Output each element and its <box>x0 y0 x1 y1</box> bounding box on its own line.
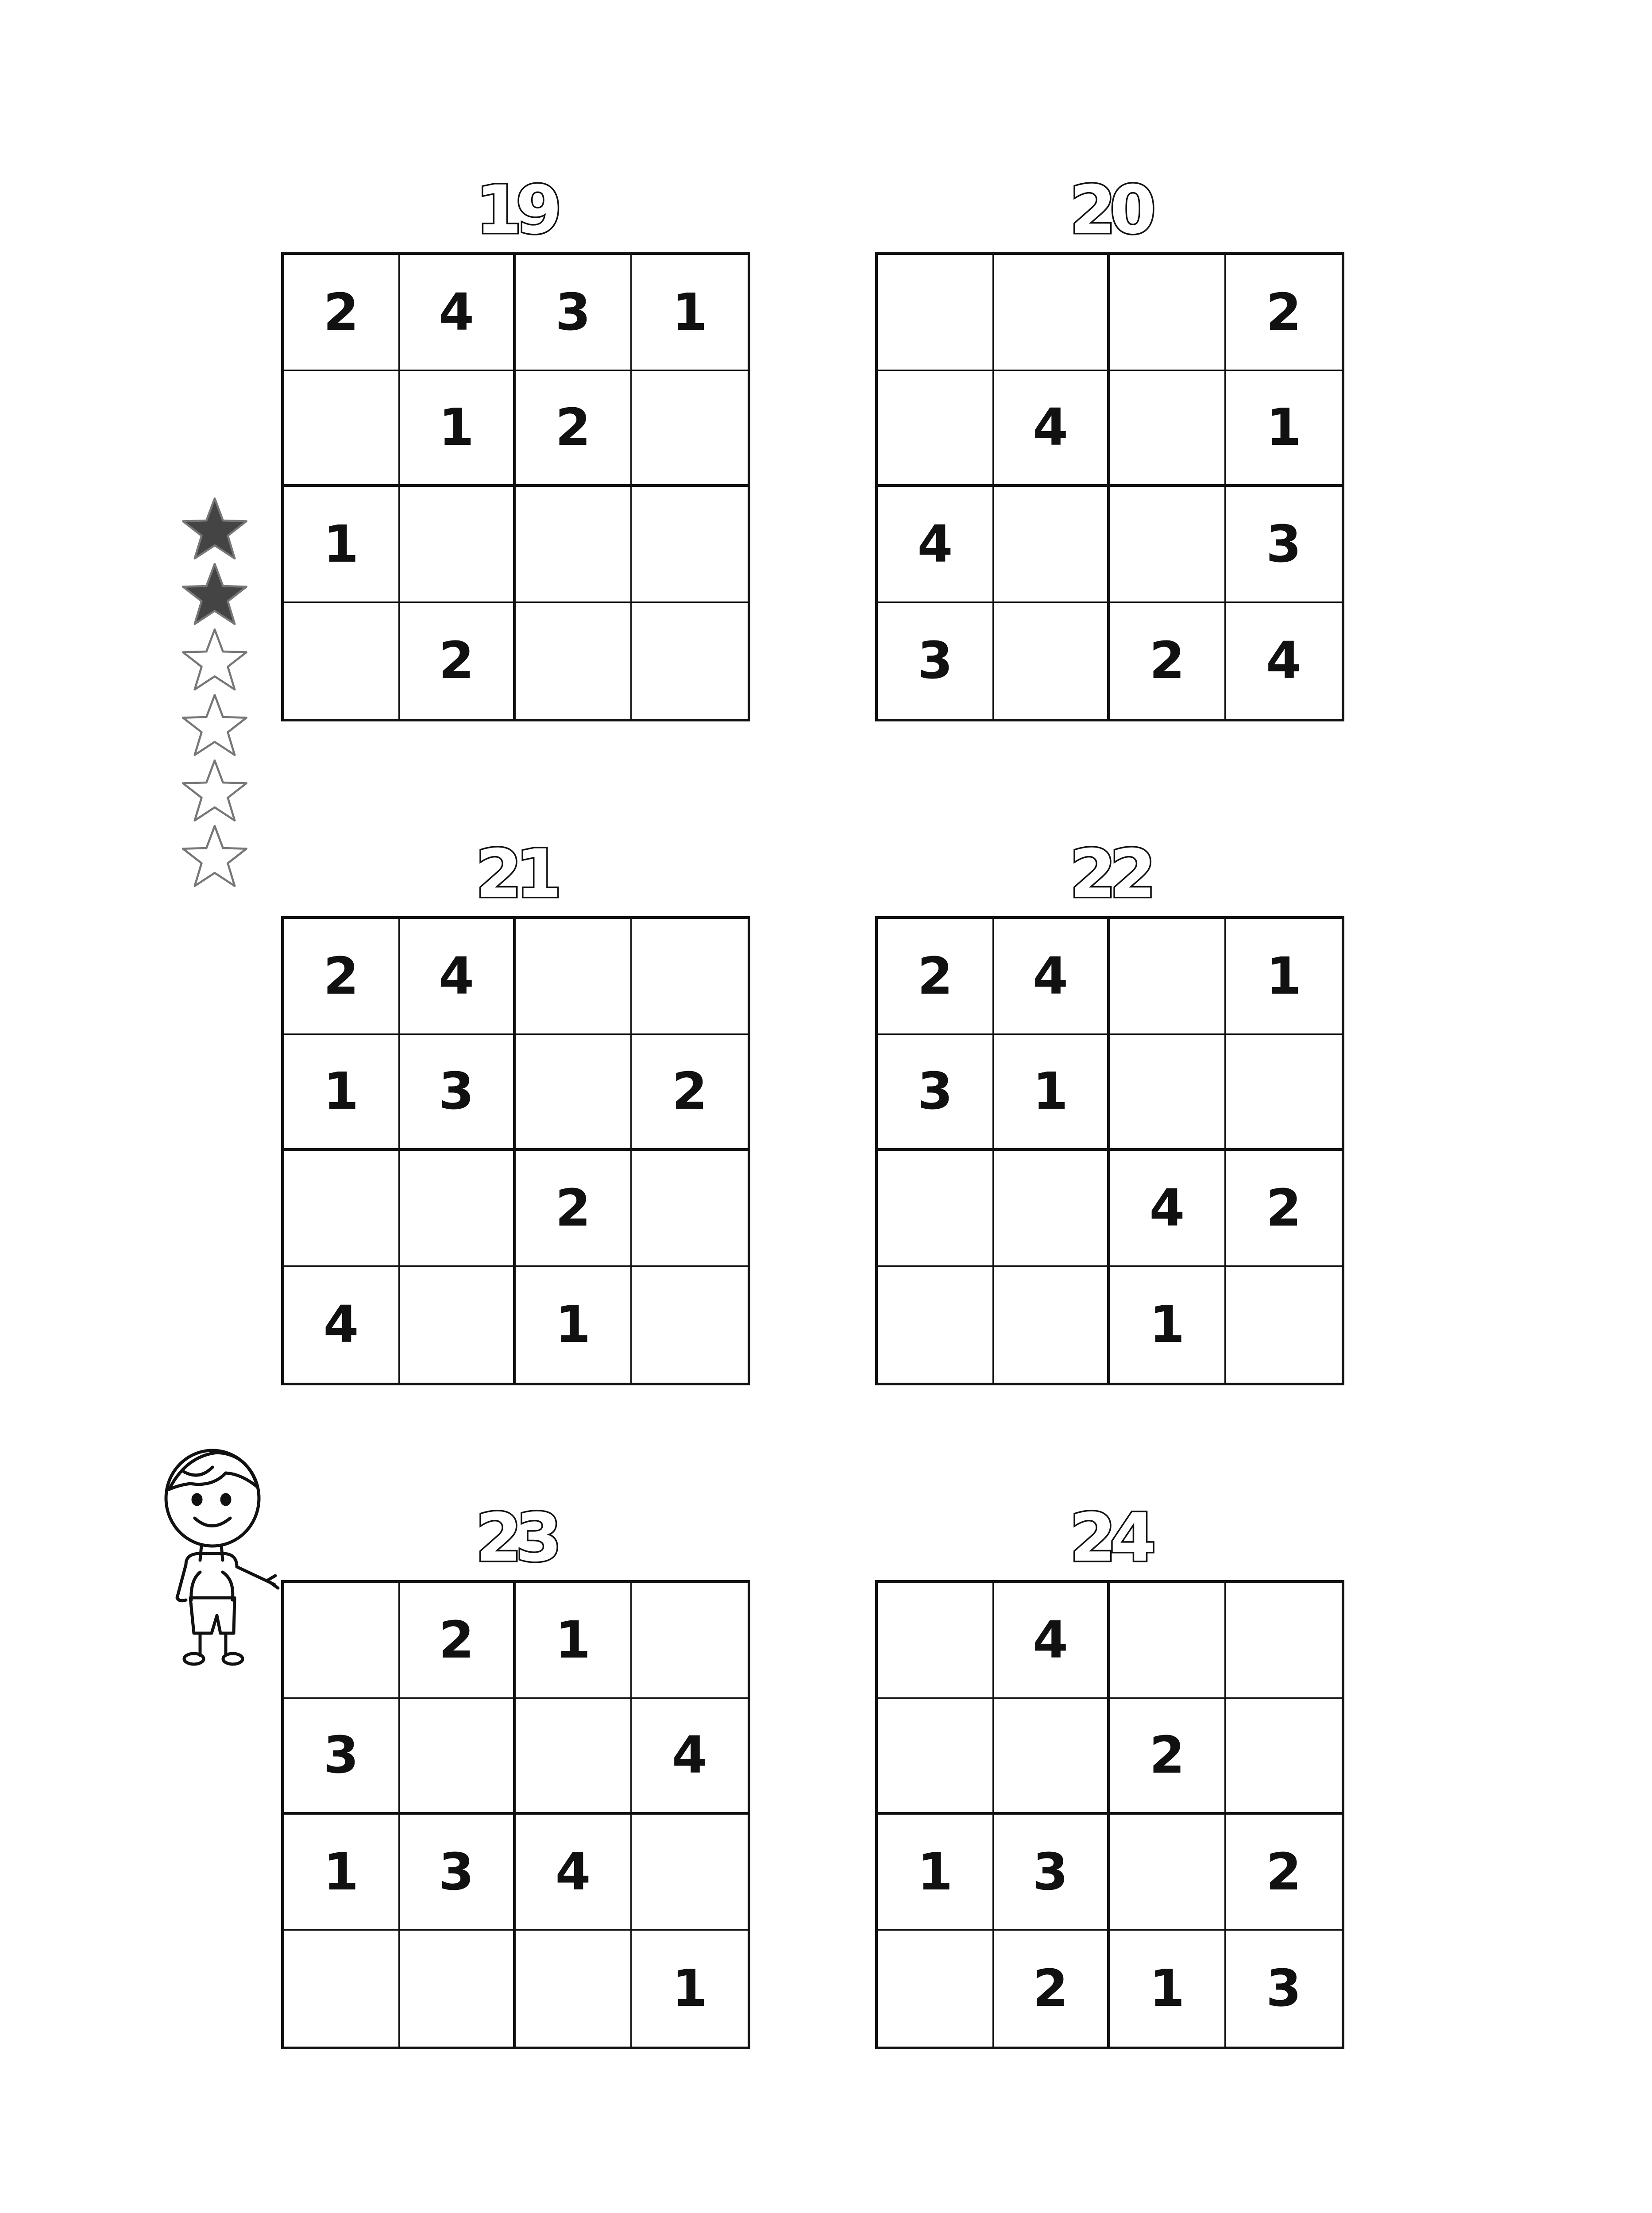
grid-cell[interactable]: 1 <box>516 1267 632 1383</box>
grid-cell[interactable]: 2 <box>284 255 400 371</box>
grid-cell[interactable] <box>632 1583 748 1699</box>
grid-cell[interactable]: 2 <box>1226 255 1342 371</box>
grid-cell[interactable] <box>878 1583 994 1699</box>
grid-cell[interactable]: 2 <box>400 603 516 719</box>
grid-cell[interactable] <box>1226 1583 1342 1699</box>
grid-cell[interactable]: 3 <box>994 1815 1110 1931</box>
grid-cell[interactable]: 4 <box>994 1583 1110 1699</box>
grid-cell[interactable]: 2 <box>632 1035 748 1151</box>
grid-cell[interactable] <box>284 603 400 719</box>
grid-cell[interactable] <box>516 603 632 719</box>
grid-cell[interactable] <box>1110 1035 1226 1151</box>
grid-cell[interactable]: 2 <box>284 919 400 1035</box>
stick-figure-child-icon <box>159 1447 283 1677</box>
grid-cell[interactable]: 3 <box>400 1035 516 1151</box>
grid-cell[interactable]: 4 <box>400 919 516 1035</box>
grid-cell[interactable]: 3 <box>516 255 632 371</box>
puzzle-number: 22 <box>1069 836 1150 913</box>
grid-cell[interactable] <box>878 1267 994 1383</box>
star-icon <box>179 823 250 889</box>
grid-cell[interactable]: 1 <box>516 1583 632 1699</box>
grid-cell[interactable] <box>284 371 400 487</box>
grid-cell[interactable]: 1 <box>1110 1267 1226 1383</box>
grid-cell[interactable]: 2 <box>1226 1151 1342 1267</box>
grid-cell[interactable]: 4 <box>516 1815 632 1931</box>
star-icon <box>179 561 250 627</box>
grid-cell[interactable] <box>994 1267 1110 1383</box>
grid-cell[interactable]: 3 <box>284 1699 400 1815</box>
star-icon <box>179 758 250 823</box>
grid-cell[interactable]: 3 <box>1266 1959 1302 2018</box>
grid-cell[interactable] <box>632 1815 748 1931</box>
grid-cell[interactable] <box>284 1931 400 2047</box>
grid-cell[interactable]: 3 <box>878 603 994 719</box>
grid-cell[interactable] <box>994 1151 1110 1267</box>
grid-cell[interactable] <box>1110 487 1226 603</box>
puzzle-number: 23 <box>475 1500 556 1577</box>
star-icon <box>179 496 250 561</box>
sudoku-grid <box>281 916 750 1385</box>
sudoku-grid <box>875 252 1344 721</box>
grid-cell[interactable]: 1 <box>284 1035 400 1151</box>
grid-cell[interactable] <box>1226 1035 1342 1151</box>
grid-cell[interactable] <box>878 1151 994 1267</box>
grid-cell[interactable] <box>1226 1267 1342 1383</box>
grid-cell[interactable]: 4 <box>878 487 994 603</box>
grid-cell[interactable]: 4 <box>994 919 1110 1035</box>
sudoku-grid <box>281 252 750 721</box>
grid-cell[interactable]: 2 <box>516 1151 632 1267</box>
grid-cell[interactable]: 4 <box>400 255 516 371</box>
grid-cell[interactable]: 1 <box>284 487 400 603</box>
grid-cell[interactable] <box>994 603 1110 719</box>
puzzle-number: 21 <box>475 836 556 913</box>
grid-cell[interactable]: 3 <box>878 1035 994 1151</box>
grid-cell[interactable]: 3 <box>400 1815 516 1931</box>
grid-cell[interactable] <box>878 371 994 487</box>
grid-cell[interactable] <box>400 487 516 603</box>
grid-cell[interactable] <box>516 1035 632 1151</box>
grid-cell[interactable] <box>994 255 1110 371</box>
grid-cell[interactable]: 4 <box>994 371 1110 487</box>
grid-cell[interactable] <box>632 919 748 1035</box>
grid-cell[interactable]: 1 <box>672 1959 708 2018</box>
grid-cell[interactable] <box>516 487 632 603</box>
grid-cell[interactable]: 4 <box>284 1267 400 1383</box>
grid-cell[interactable] <box>516 919 632 1035</box>
grid-cell[interactable] <box>516 1699 632 1815</box>
star-icon <box>179 692 250 758</box>
grid-cell[interactable]: 1 <box>1226 919 1342 1035</box>
grid-cell[interactable] <box>878 1931 994 2047</box>
puzzle-number: 20 <box>1069 172 1150 249</box>
sudoku-grid <box>281 1580 750 2049</box>
grid-cell[interactable]: 1 <box>994 1035 1110 1151</box>
grid-cell[interactable] <box>632 1267 748 1383</box>
sudoku-grid <box>875 1580 1344 2049</box>
grid-cell[interactable] <box>1110 1815 1226 1931</box>
star-icon <box>179 627 250 692</box>
grid-cell[interactable] <box>284 1151 400 1267</box>
grid-cell[interactable]: 1 <box>878 1815 994 1931</box>
grid-cell[interactable] <box>1110 1583 1226 1699</box>
grid-cell[interactable]: 4 <box>1110 1151 1226 1267</box>
grid-cell[interactable] <box>632 487 748 603</box>
grid-cell[interactable]: 4 <box>632 1699 748 1815</box>
grid-cell[interactable] <box>632 371 748 487</box>
grid-cell[interactable] <box>400 1699 516 1815</box>
grid-cell[interactable]: 4 <box>1266 631 1302 690</box>
sudoku-grid <box>875 916 1344 1385</box>
grid-cell[interactable]: 2 <box>1110 1699 1226 1815</box>
puzzle-number: 24 <box>1069 1500 1150 1577</box>
puzzle-number: 19 <box>475 172 556 249</box>
grid-cell[interactable] <box>1110 919 1226 1035</box>
grid-cell[interactable]: 2 <box>1110 603 1226 719</box>
grid-cell[interactable] <box>878 255 994 371</box>
grid-cell[interactable] <box>284 1583 400 1699</box>
grid-cell[interactable] <box>994 1699 1110 1815</box>
grid-cell[interactable] <box>1110 255 1226 371</box>
difficulty-rating <box>179 496 255 889</box>
grid-cell[interactable]: 2 <box>878 919 994 1035</box>
grid-cell[interactable]: 2 <box>400 1583 516 1699</box>
grid-cell[interactable] <box>400 1267 516 1383</box>
grid-cell[interactable]: 2 <box>994 1931 1110 2047</box>
grid-cell[interactable] <box>400 1151 516 1267</box>
grid-cell[interactable] <box>632 1151 748 1267</box>
grid-cell[interactable]: 2 <box>1226 1815 1342 1931</box>
grid-cell[interactable]: 1 <box>284 1815 400 1931</box>
grid-cell[interactable]: 1 <box>1110 1931 1226 2047</box>
grid-cell[interactable]: 3 <box>1226 487 1342 603</box>
grid-cell[interactable] <box>632 603 748 719</box>
grid-cell[interactable]: 1 <box>1226 371 1342 487</box>
grid-cell[interactable]: 2 <box>516 371 632 487</box>
grid-cell[interactable]: 1 <box>400 371 516 487</box>
grid-cell[interactable] <box>516 1931 632 2047</box>
grid-cell[interactable] <box>994 487 1110 603</box>
grid-cell[interactable] <box>1226 1699 1342 1815</box>
grid-cell[interactable] <box>1110 371 1226 487</box>
grid-cell[interactable]: 1 <box>632 255 748 371</box>
grid-cell[interactable] <box>878 1699 994 1815</box>
grid-cell[interactable] <box>400 1931 516 2047</box>
